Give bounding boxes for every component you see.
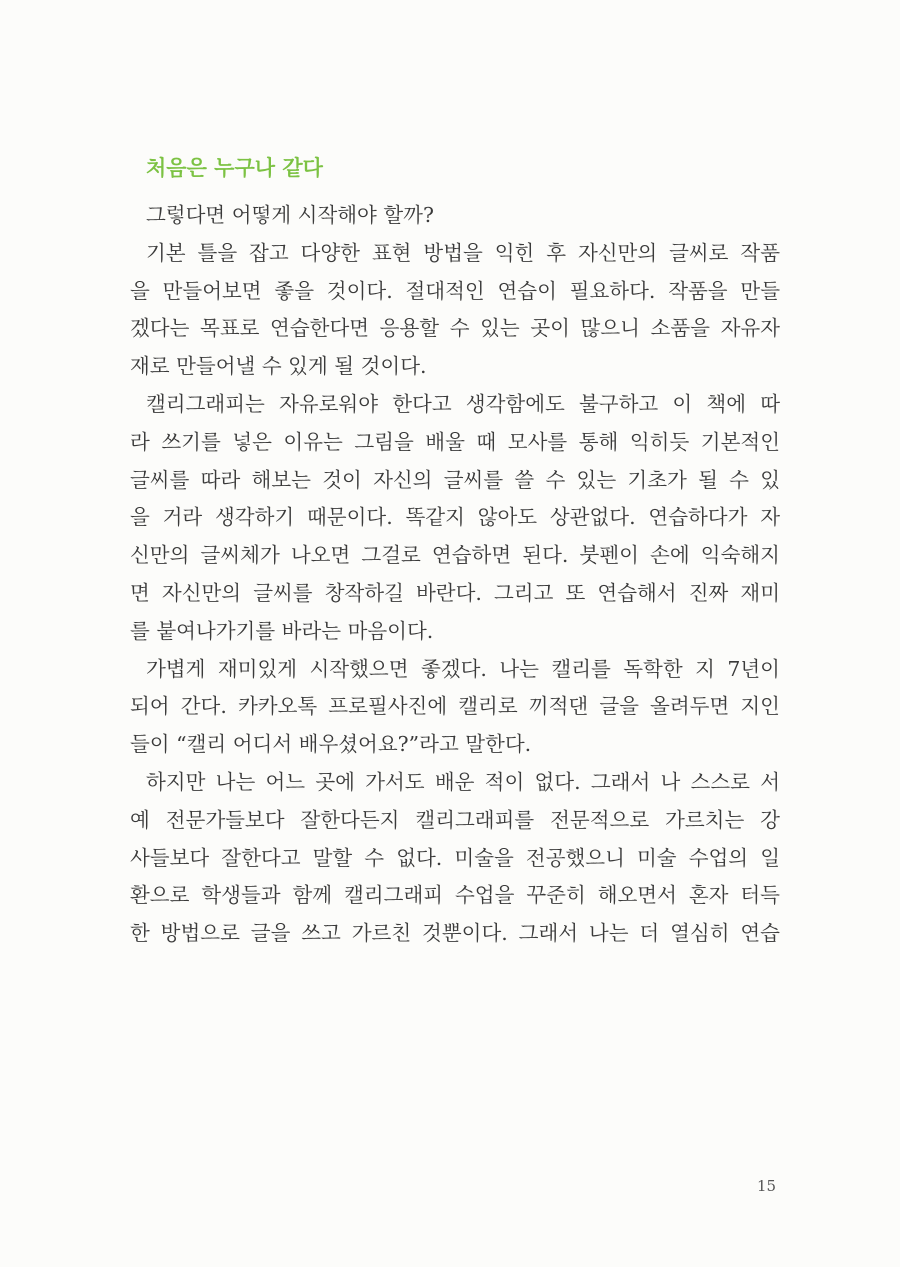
text-line: 가볍게 재미있게 시작했으면 좋겠다. 나는 캘리를 독학한 지 7년이	[146, 656, 780, 681]
text-line: 들이 “캘리 어디서 배우셨어요?”라고 말한다.	[130, 732, 532, 757]
section-heading: 처음은 누구나 같다	[146, 156, 323, 180]
text-line: 환으로 학생들과 함께 캘리그래피 수업을 꾸준히 해오면서 혼자 터득	[130, 883, 780, 908]
text-line: 하지만 나는 어느 곳에 가서도 배운 적이 없다. 그래서 나 스스로 서	[146, 769, 780, 794]
text-line: 을 거라 생각하기 때문이다. 똑같지 않아도 상관없다. 연습하다가 자	[130, 505, 780, 530]
text-line: 면 자신만의 글씨를 창작하길 바란다. 그리고 또 연습해서 진짜 재미	[130, 580, 780, 605]
text-line: 기본 틀을 잡고 다양한 표현 방법을 익힌 후 자신만의 글씨로 작품	[146, 240, 780, 265]
text-line: 라 쓰기를 넣은 이유는 그림을 배울 때 모사를 통해 익히듯 기본적인	[130, 429, 780, 454]
text-line: 재로 만들어낼 수 있게 될 것이다.	[130, 354, 427, 379]
text-line: 한 방법으로 글을 쓰고 가르친 것뿐이다. 그래서 나는 더 열심히 연습	[130, 921, 780, 946]
text-line: 을 만들어보면 좋을 것이다. 절대적인 연습이 필요하다. 작품을 만들	[130, 278, 780, 303]
text-line: 그렇다면 어떻게 시작해야 할까?	[146, 203, 434, 227]
text-line: 예 전문가들보다 잘한다든지 캘리그래피를 전문적으로 가르치는 강	[130, 807, 780, 832]
text-line: 되어 간다. 카카오톡 프로필사진에 캘리로 끼적댄 글을 올려두면 지인	[130, 694, 780, 719]
text-line: 를 붙여나가기를 바라는 마음이다.	[130, 618, 434, 643]
text-line: 겠다는 목표로 연습한다면 응용할 수 있는 곳이 많으니 소품을 자유자	[130, 316, 780, 341]
text-line: 캘리그래피는 자유로워야 한다고 생각함에도 불구하고 이 책에 따	[146, 391, 780, 416]
text-line: 사들보다 잘한다고 말할 수 없다. 미술을 전공했으니 미술 수업의 일	[130, 845, 780, 870]
page-number: 15	[757, 1177, 777, 1195]
text-line: 신만의 글씨체가 나오면 그걸로 연습하면 된다. 붓펜이 손에 익숙해지	[130, 543, 780, 568]
text-line: 글씨를 따라 해보는 것이 자신의 글씨를 쓸 수 있는 기초가 될 수 있	[130, 467, 780, 492]
body-text	[130, 197, 780, 953]
